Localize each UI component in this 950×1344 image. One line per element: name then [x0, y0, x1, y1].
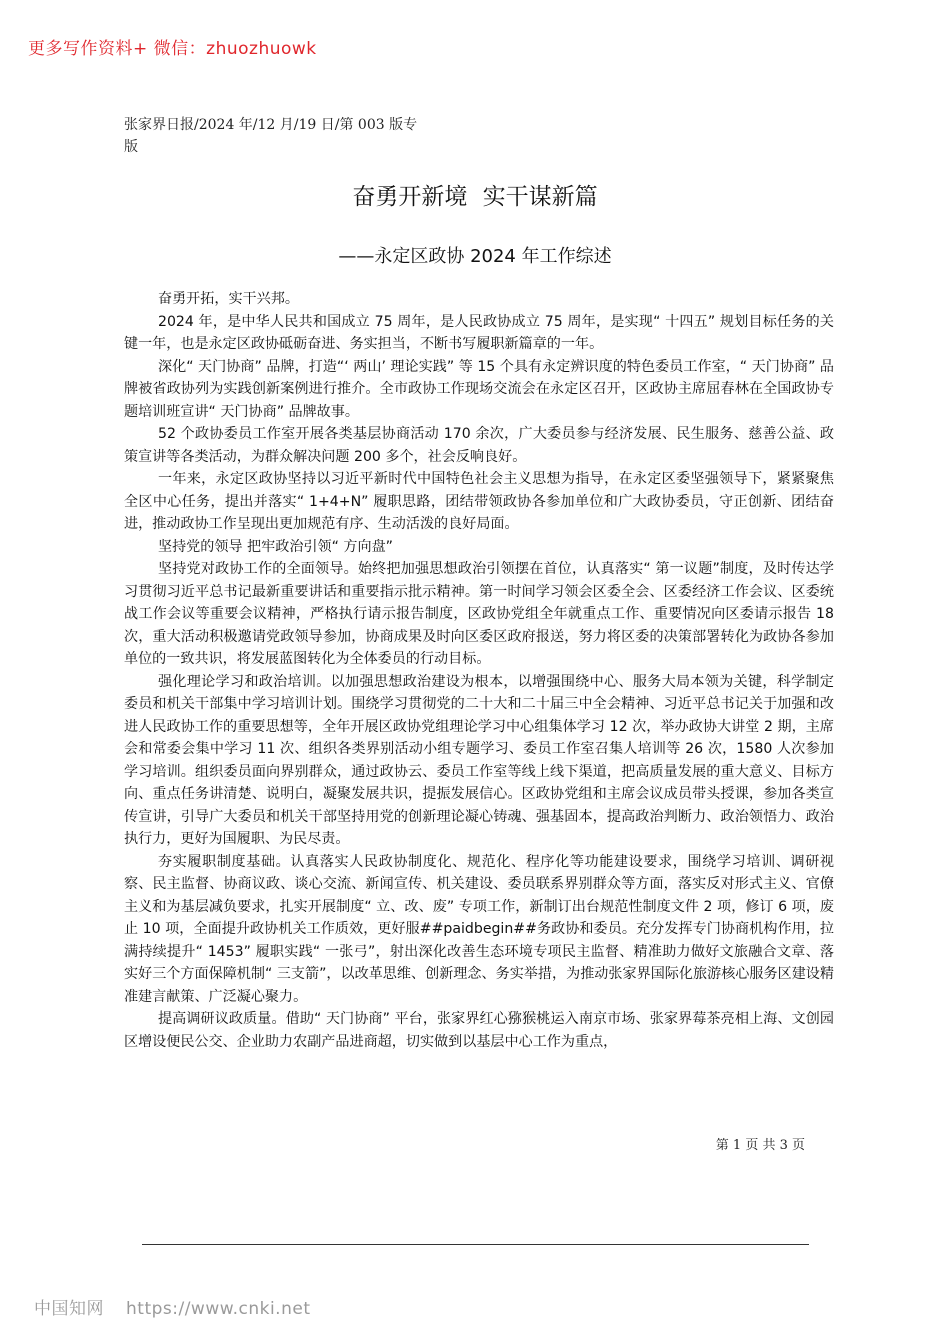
- footer-divider: [142, 1244, 809, 1245]
- paragraph: 夯实履职制度基础。认真落实人民政协制度化、规范化、程序化等功能建设要求，围绕学习培训、调研视察、民主监督、协商议政、谈心交流、新闻宣传、机关建设、委员联系界别群众等方面，落实反对形式主义、官僚主义和为基层减负要求，扎实开展制度“ 立、改、废” 专项工作，新制订出台规范性制度文件 2 项，修订 6 项，废止 10 项，全面提升政协机关工作质效，更好服##paidbegin##务政协和委员。充分发挥专门协商机构作用，拉满持续提升“ 1453” 履职实践“ 一张弓”，射出深化改善生态环境专项民主监督、精准助力做好文旅融合文章、落实好三个方面保障机制“ 三支箭”，以改革思维、创新理念、务实举措，为推动张家界国际化旅游核心服务区建设精准建言献策、广泛凝心聚力。: [124, 853, 834, 1005]
- article-title: 奋勇开新境 实干谋新篇: [352, 184, 598, 210]
- paragraph: 奋勇开拓，实干兴邦。: [158, 291, 299, 307]
- article-source: 张家界日报/2024 年/12 月/19 日/第 003 版专版: [124, 117, 418, 155]
- watermark: [34, 1294, 310, 1319]
- paragraph: 52 个政协委员工作室开展各类基层协商活动 170 余次，广大委员参与经济发展、民生服务、慈善公益、政策宣讲等各类活动，为群众解决问题 200 多个，社会反响良好。: [124, 426, 834, 465]
- section-heading: 坚持党的领导 把牢政治引领“ 方向盘”: [158, 538, 393, 555]
- promo-text: 更多写作资料+ 微信：zhuozhuowk: [28, 39, 317, 59]
- watermark-brand: 中国知网: [34, 1299, 104, 1319]
- paragraph: 深化“ 天门协商” 品牌，打造“‘ 两山’ 理论实践” 等 15 个具有永定辨识度的特色委员工作室，“ 天门协商” 品牌被省政协列为实践创新案例进行推介。全市政协工作现场交流会在永定区召开，区政协主席屈春林在全国政协专题培训班宣讲“ 天门协商” 品牌故事。: [124, 358, 834, 420]
- paragraph: 强化理论学习和政治培训。以加强思想政治建设为根本，以增强围绕中心、服务大局本领为关键，科学制定委员和机关干部集中学习培训计划。围绕学习贯彻党的二十大和二十届三中全会精神、习近平总书记关于加强和改进人民政协工作的重要思想等，全年开展区政协党组理论学习中心组集体学习 12 次，举办政协大讲堂 2 期，主席会和常委会集中学习 11 次、组织各类界别活动小组专题学习、委员工作室召集人培训等 26 次，1580 人次参加学习培训。组织委员面向界别群众，通过政协云、委员工作室等线上线下渠道，把高质量发展的重大意义、目标方向、重点任务讲清楚、说明白，凝聚发展共识，提振发展信心。区政协党组和主席会议成员带头授课，参加各类宣传宣讲，引导广大委员和机关干部坚持用党的创新理论凝心铸魂、强基固本，提高政治判断力、政治领悟力、政治执行力，更好为国履职、为民尽责。: [124, 673, 834, 847]
- article-body: [124, 288, 834, 1053]
- paragraph: 坚持党对政协工作的全面领导。始终把加强思想政治引领摆在首位，认真落实“ 第一议题”制度，及时传达学习贯彻习近平总书记最新重要讲话和重要指示批示精神。第一时间学习领会区委全会、区委经济工作会议、区委统战工作会议等重要会议精神，严格执行请示报告制度，区政协党组全年就重点工作、重要情况向区委请示报告 18 次，重大活动积极邀请党政领导参加，协商成果及时向区委区政府报送，努力将区委的决策部署转化为政协各参加单位的一致共识，将发展蓝图转化为全体委员的行动目标。: [124, 561, 834, 667]
- paragraph: 提高调研议政质量。借助“ 天门协商” 平台，张家界红心猕猴桃运入南京市场、张家界莓茶亮相上海、文创园区增设便民公交、企业助力农副产品进商超，切实做到以基层中心工作为重点，: [124, 1011, 834, 1050]
- article-subtitle: ——永定区政协 2024 年工作综述: [338, 246, 612, 267]
- page-indicator: 第 1 页 共 3 页: [715, 1138, 805, 1153]
- watermark-url: https://www.cnki.net: [126, 1299, 311, 1319]
- paragraph: 2024 年，是中华人民共和国成立 75 周年，是人民政协成立 75 周年，是实现“ 十四五” 规划目标任务的关键一年，也是永定区政协砥砺奋进、务实担当，不断书写履职新篇章的一年。: [124, 313, 834, 352]
- paragraph: 一年来，永定区政协坚持以习近平新时代中国特色社会主义思想为指导，在永定区委坚强领导下，紧紧聚焦全区中心任务，提出并落实“ 1+4+N” 履职思路，团结带领政协各参加单位和广大政协委员，守正创新、团结奋进，推动政协工作呈现出更加规范有序、生动活泼的良好局面。: [124, 471, 834, 532]
